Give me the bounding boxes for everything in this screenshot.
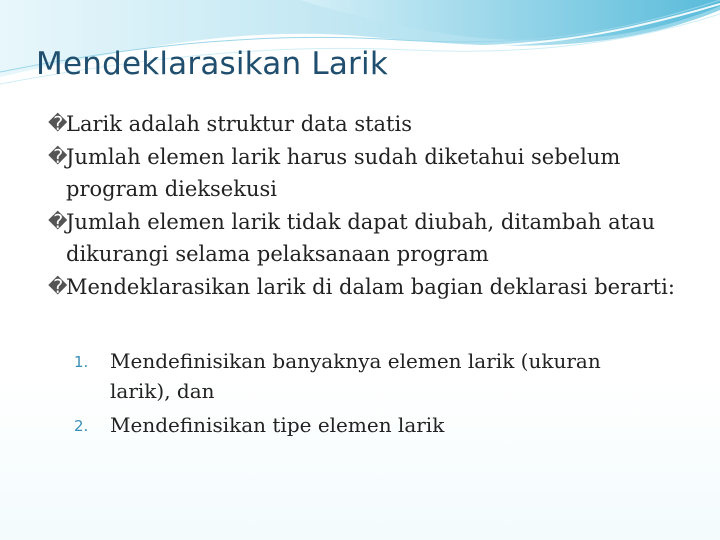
- bullet-text: Mendeklarasikan larik di dalam bagian deklarasi berarti:: [66, 275, 675, 299]
- numbered-sublist: [72, 346, 652, 444]
- bullet-list: [48, 108, 688, 304]
- bullet-item: [48, 141, 688, 205]
- bullet-text: Larik adalah struktur data statis: [66, 112, 412, 136]
- item-text: Mendefinisikan tipe elemen larik: [110, 413, 445, 437]
- bullet-item: [48, 206, 688, 270]
- bullet-glyph-icon: �: [48, 211, 68, 233]
- bullet-glyph-icon: �: [48, 276, 68, 298]
- bullet-glyph-icon: �: [48, 113, 68, 135]
- item-text: Mendefinisikan banyaknya elemen larik (ukuran larik), dan: [110, 349, 601, 403]
- bullet-text: Jumlah elemen larik tidak dapat diubah, ditambah atau dikurangi selama pelaksanaan program: [66, 210, 656, 266]
- item-number: 1.: [74, 353, 89, 371]
- bullet-text: Jumlah elemen larik harus sudah diketahui sebelum program dieksekusi: [66, 145, 621, 201]
- slide-title: Mendeklarasikan Larik: [36, 46, 388, 82]
- item-number: 2.: [74, 417, 89, 435]
- numbered-item: [72, 346, 652, 406]
- bullet-item: [48, 108, 688, 140]
- bullet-item: [48, 271, 688, 303]
- numbered-item: [72, 410, 652, 440]
- bullet-glyph-icon: �: [48, 146, 68, 168]
